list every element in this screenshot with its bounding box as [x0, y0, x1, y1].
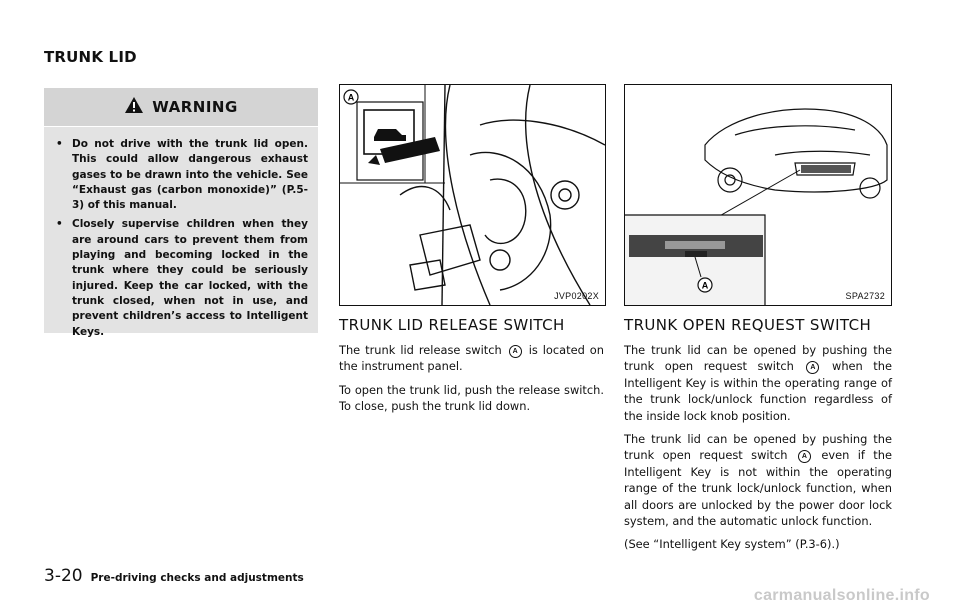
warning-triangle-icon — [124, 96, 144, 118]
warning-item — [54, 217, 308, 339]
car-rear-illustration — [625, 85, 891, 305]
warning-item-text: Do not drive with the trunk lid open. This could allow dangerous exhaust gases to be drawn into the vehicle. See “Exhaust gas (carbon monoxide)” (P.5-3) of this manual. — [72, 138, 308, 212]
text: The trunk lid can be opened by pushing the trunk open request switch — [624, 343, 892, 374]
page-number: 3-20 — [44, 566, 83, 586]
open-request-section — [624, 316, 892, 560]
figure-code: SPA2732 — [845, 291, 885, 301]
text: is located on the instrument panel. — [339, 343, 605, 374]
paragraph — [339, 342, 604, 375]
bullet: • — [56, 218, 63, 231]
paragraph: (See “Intelligent Key system” (P.3-6).) — [624, 537, 840, 552]
section-title: TRUNK LID — [44, 48, 137, 66]
paragraph: To open the trunk lid, push the release switch. To close, push the trunk lid down. — [339, 382, 604, 414]
text: The trunk lid can be opened by pushing the trunk open request switch — [624, 432, 892, 463]
chapter-title: Pre-driving checks and adjustments — [90, 572, 304, 584]
page-footer — [44, 566, 304, 586]
bullet: • — [56, 138, 63, 150]
text: even if the Intelligent Key is not within the operating range of the trunk lock/unlock function, when all doors are unlocked by the power door lock system, and the automatic unlock function. — [624, 448, 893, 529]
figure-trunk-switch — [624, 84, 892, 306]
section-heading: TRUNK LID RELEASE SWITCH — [339, 316, 565, 334]
callout-a: A — [347, 92, 355, 103]
text: when the Intelligent Key is within the operating range of the trunk lock/unlock function regardless of the inside lock knob position. — [624, 359, 892, 423]
warning-label: WARNING — [152, 98, 238, 116]
instrument-panel-illustration — [340, 85, 605, 305]
callout-a-icon: A — [798, 450, 811, 463]
paragraph — [624, 431, 892, 529]
warning-box — [44, 88, 318, 338]
release-switch-section — [339, 316, 604, 422]
text: The trunk lid release switch — [339, 343, 502, 357]
figure-code: JVP0202X — [554, 291, 599, 301]
callout-a: A — [701, 280, 709, 291]
callout-a-icon: A — [509, 345, 522, 358]
figure-instrument-panel — [339, 84, 606, 306]
warning-list — [44, 127, 318, 340]
warning-item-text: Closely supervise children when they are around cars to prevent them from playing and becoming locked in the trunk where they could be seriously injured. Keep the car locked, with the trunk closed, when not in use, and prevent children’s access to Intelligent Keys. — [72, 218, 308, 338]
paragraph — [624, 342, 892, 424]
warning-header — [44, 88, 318, 127]
callout-a-icon: A — [806, 361, 819, 374]
warning-item — [54, 137, 308, 213]
watermark: carmanualsonline.info — [753, 587, 930, 604]
section-heading: TRUNK OPEN REQUEST SWITCH — [624, 316, 872, 334]
